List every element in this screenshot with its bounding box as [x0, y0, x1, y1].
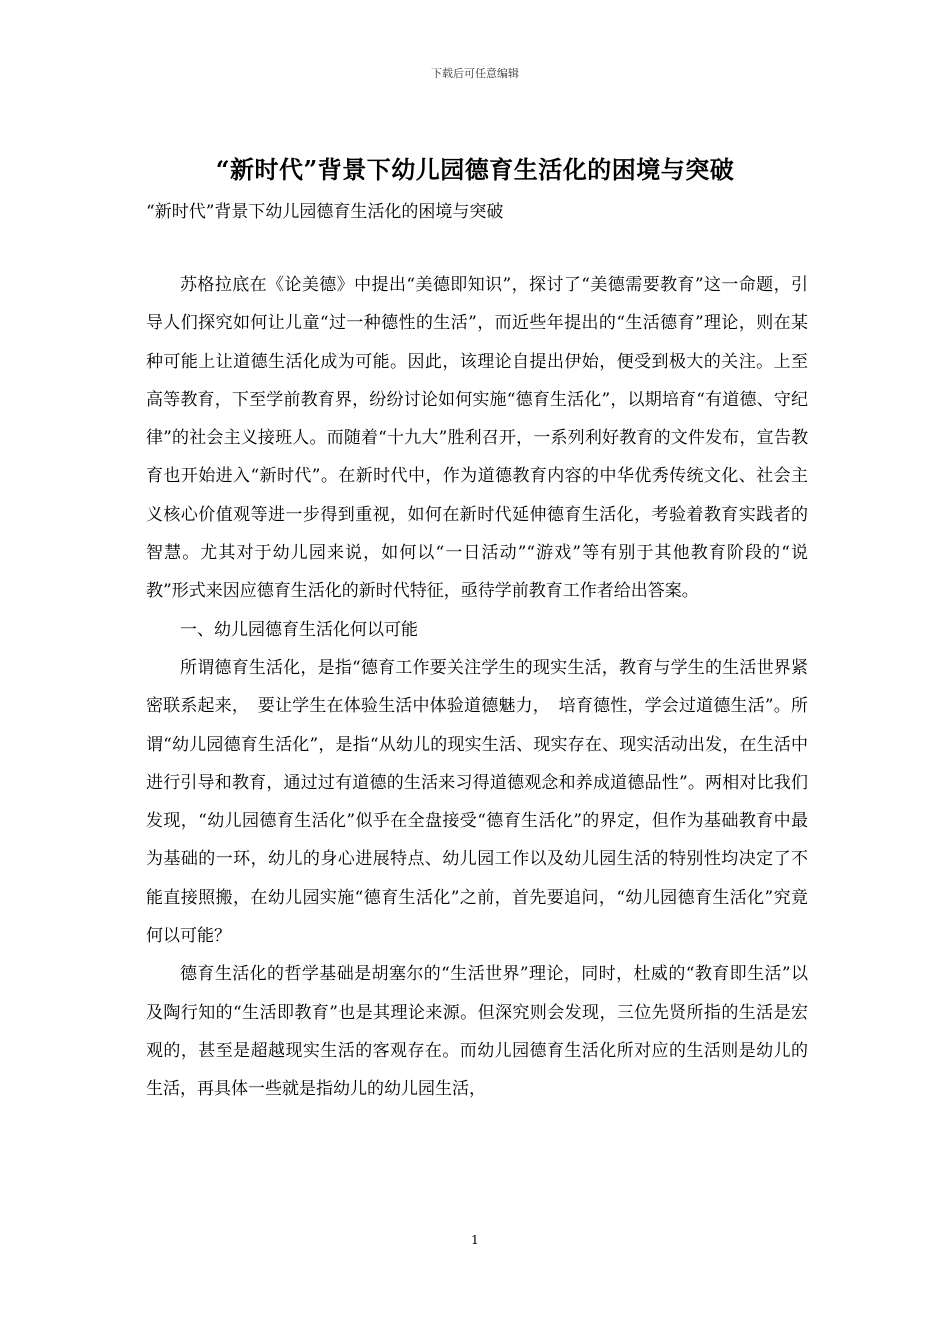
section-heading: 一、幼儿园德育生活化何以可能 — [180, 619, 418, 640]
paragraph-definition: 所谓德育生活化，是指“德育工作要关注学生的现实生活，教育与学生的生活世界紧密联系起来， 要让学生在体验生活中体验道德魅力， 培育德性，学会过道德生活”。所谓“幼儿园德育生活化”，是指“从幼儿的现实生活、现实存在、现实活动出发，在生活中进行引导和教育，通过过有道德的生活来习得道德观念和养成道德品性”。两相对比我们发现，“幼儿园德育生活化”似乎在全盘接受“德育生活化”的界定，但作为基础教育中最为基础的一环，幼儿的身心进展特点、幼儿园工作以及幼儿园生活的特别性均决定了不能直接照搬，在幼儿园实施“德育生活化”之前，首先要追问，“幼儿园德育生活化”究竟何以可能？ — [146, 657, 808, 947]
header-note: 下载后可任意编辑 — [431, 67, 519, 80]
paragraph-intro: 苏格拉底在《论美德》中提出“美德即知识”，探讨了“美德需要教育”这一命题，引导人们探究如何让儿童“过一种德性的生活”，而近些年提出的“生活德育”理论，则在某种可能上让道德生活化成为可能。因此，该理论自提出伊始，便受到极大的关注。上至高等教育，下至学前教育界，纷纷讨论如何实施“德育生活化”，以期培育“有道德、守纪律”的社会主义接班人。而随着“十九大”胜利召开，一系列利好教育的文件发布，宣告教育也开始进入“新时代”。在新时代中，作为道德教育内容的中华优秀传统文化、社会主义核心价值观等进一步得到重视，如何在新时代延伸德育生活化，考验着教育实践者的智慧。尤其对于幼儿园来说，如何以“一日活动”“游戏”等有别于其他教育阶段的“说教”形式来因应德育生活化的新时代特征，亟待学前教育工作者给出答案。 — [146, 275, 808, 602]
document-title: “新时代”背景下幼儿园德育生活化的困境与突破 — [215, 155, 735, 184]
paragraph-philosophy: 德育生活化的哲学基础是胡塞尔的“生活世界”理论，同时，杜威的“教育即生活”以及陶行知的“生活即教育”也是其理论来源。但深究则会发现，三位先贤所指的生活是宏观的，甚至是超越现实生活的客观存在。而幼儿园德育生活化所对应的生活则是幼儿的生活，再具体一些就是指幼儿的幼儿园生活， — [146, 964, 808, 1100]
page-number: 1 — [471, 1233, 479, 1247]
document-subtitle: “新时代”背景下幼儿园德育生活化的困境与突破 — [146, 202, 504, 222]
document-body — [146, 266, 808, 1109]
